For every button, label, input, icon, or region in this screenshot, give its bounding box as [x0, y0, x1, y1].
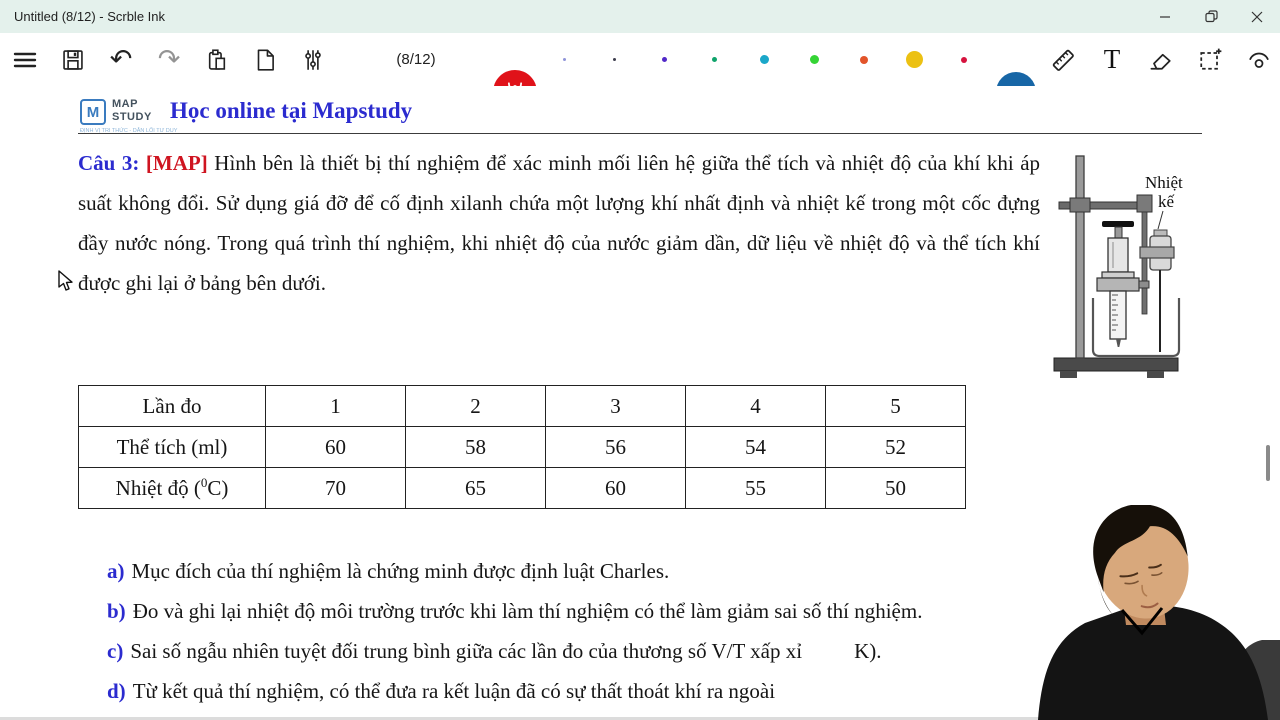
- color-swatch[interactable]: [549, 45, 579, 75]
- color-dot: [760, 55, 769, 64]
- table-header-cell: 1: [266, 386, 406, 427]
- window-title: Untitled (8/12) - Scrble Ink: [14, 9, 166, 24]
- window-controls: [1142, 0, 1280, 33]
- restore-icon: [1205, 10, 1218, 23]
- save-button[interactable]: [58, 45, 88, 75]
- selection-icon: [1196, 46, 1224, 74]
- option-letter: d): [107, 679, 126, 703]
- pointer-button[interactable]: [1244, 45, 1274, 75]
- option-text: Mục đích của thí nghiệm là chứng minh được định luật Charles.: [131, 559, 670, 583]
- page-indicator: (8/12): [396, 51, 436, 68]
- save-icon: [60, 47, 86, 73]
- scrollbar-thumb[interactable]: [1266, 445, 1270, 481]
- table-header-cell: 3: [546, 386, 686, 427]
- toolbar-left-group: [10, 33, 328, 86]
- table-header-cell: 5: [826, 386, 966, 427]
- color-swatch[interactable]: [849, 45, 879, 75]
- option-text-suffix: K).: [854, 639, 882, 663]
- adjustments-button[interactable]: [298, 45, 328, 75]
- pointer-icon: [1245, 46, 1273, 74]
- sliders-icon: [300, 47, 326, 73]
- option-text: Từ kết quả thí nghiệm, có thể đưa ra kết luận đã có sự thất thoát khí ra ngoài: [132, 679, 776, 703]
- redo-icon: ↷: [157, 44, 181, 75]
- color-dot: [712, 57, 717, 62]
- option-letter: c): [107, 639, 124, 663]
- color-dot: [810, 55, 819, 64]
- undo-icon: ↶: [109, 44, 133, 75]
- volume-cell: 52: [826, 427, 966, 468]
- color-swatch[interactable]: [649, 45, 679, 75]
- undo-button[interactable]: [106, 45, 136, 75]
- header-divider: [78, 133, 1202, 134]
- temperature-cell: 55: [686, 468, 826, 509]
- paste-button[interactable]: [202, 45, 232, 75]
- temperature-cell: 60: [546, 468, 686, 509]
- eraser-icon: [1147, 46, 1175, 74]
- title-bar: [0, 0, 1280, 33]
- temperature-cell: 70: [266, 468, 406, 509]
- measurement-table: [78, 385, 966, 509]
- brand-header: [80, 97, 500, 137]
- logo-study-text: STUDY: [112, 111, 152, 123]
- color-dot: [860, 56, 868, 64]
- table-row: [79, 386, 966, 427]
- thermometer-label-line2: kế: [1158, 192, 1175, 211]
- select-button[interactable]: [1195, 45, 1225, 75]
- hamburger-icon: [12, 47, 38, 73]
- question-number: Câu 3:: [78, 151, 140, 175]
- temperature-cell: 50: [826, 468, 966, 509]
- text-tool-button[interactable]: [1097, 45, 1127, 75]
- table-header-cell: 2: [406, 386, 546, 427]
- color-swatch[interactable]: [699, 45, 729, 75]
- volume-cell: 58: [406, 427, 546, 468]
- question-tag: [MAP]: [145, 151, 208, 175]
- restore-button[interactable]: [1188, 0, 1234, 33]
- toolbar-right-group: [1048, 33, 1274, 86]
- option-letter: b): [107, 599, 126, 623]
- text-tool-icon: T: [1103, 44, 1121, 74]
- table-header-cell: 4: [686, 386, 826, 427]
- banner-text: Học online tại Mapstudy: [170, 98, 413, 123]
- close-button[interactable]: [1234, 0, 1280, 33]
- color-dot: [662, 57, 667, 62]
- option-text-prefix: Sai số ngẫu nhiên tuyệt đối trung bình giữa các lần đo của thương số V/T xấp xỉ: [130, 639, 803, 663]
- menu-button[interactable]: [10, 45, 40, 75]
- color-dot: [563, 58, 566, 61]
- apparatus-figure: [1046, 140, 1196, 385]
- color-dot: [906, 51, 923, 68]
- color-swatch[interactable]: [599, 45, 629, 75]
- color-dot: [613, 58, 616, 61]
- redo-button[interactable]: [154, 45, 184, 75]
- minimize-button[interactable]: [1142, 0, 1188, 33]
- logo-tagline: ĐỊNH VỊ TRI THỨC - DẪN LỐI TƯ DUY: [80, 128, 178, 134]
- option-text: Đo và ghi lại nhiệt độ môi trường trước khi làm thí nghiệm có thể làm giảm sai số thí nghiệm.: [132, 599, 923, 623]
- color-swatch[interactable]: [749, 45, 779, 75]
- new-page-button[interactable]: [250, 45, 280, 75]
- table-row: [79, 468, 966, 509]
- mouse-cursor-icon: [58, 270, 74, 297]
- volume-cell: 60: [266, 427, 406, 468]
- close-icon: [1251, 11, 1263, 23]
- pen-color-palette: [549, 33, 979, 86]
- logo-map-text: MAP: [112, 98, 138, 110]
- clipboard-icon: [204, 47, 230, 73]
- question-body: Hình bên là thiết bị thí nghiệm để xác minh mối liên hệ giữa thể tích và nhiệt độ của khí khi áp suất không đổi. Sử dụng giá đỡ để cố định xilanh chứa một lượng khí nhất định và nhiệt kế trong một cốc đựng đầy nước nóng. Trong quá trình thí nghiệm, khi nhiệt độ của nước giảm dần, dữ liệu về nhiệt độ và thể tích khí được ghi lại ở bảng bên dưới.: [78, 151, 1041, 295]
- toolbar: [0, 33, 1280, 86]
- mapstudy-logo-icon: M: [80, 99, 106, 125]
- minimize-icon: [1159, 11, 1171, 23]
- color-swatch[interactable]: [799, 45, 829, 75]
- color-dot: [961, 57, 967, 63]
- thermometer-label-line1: Nhiệt: [1145, 173, 1183, 192]
- volume-cell: 54: [686, 427, 826, 468]
- volume-cell: 56: [546, 427, 686, 468]
- table-header-cell: Lần đo: [79, 386, 266, 427]
- color-swatch[interactable]: [899, 45, 929, 75]
- color-swatch[interactable]: [949, 45, 979, 75]
- new-page-icon: [252, 47, 278, 73]
- eraser-button[interactable]: [1146, 45, 1176, 75]
- ruler-icon: [1049, 46, 1077, 74]
- table-row: [79, 427, 966, 468]
- volume-label-cell: Thể tích (ml): [79, 427, 266, 468]
- option-letter: a): [107, 559, 125, 583]
- temperature-label-cell: Nhiệt độ ($^0$C): [79, 468, 266, 509]
- question-paragraph: [78, 143, 1040, 303]
- ruler-button[interactable]: [1048, 45, 1078, 75]
- temperature-cell: 65: [406, 468, 546, 509]
- webcam-instructor: [990, 505, 1280, 720]
